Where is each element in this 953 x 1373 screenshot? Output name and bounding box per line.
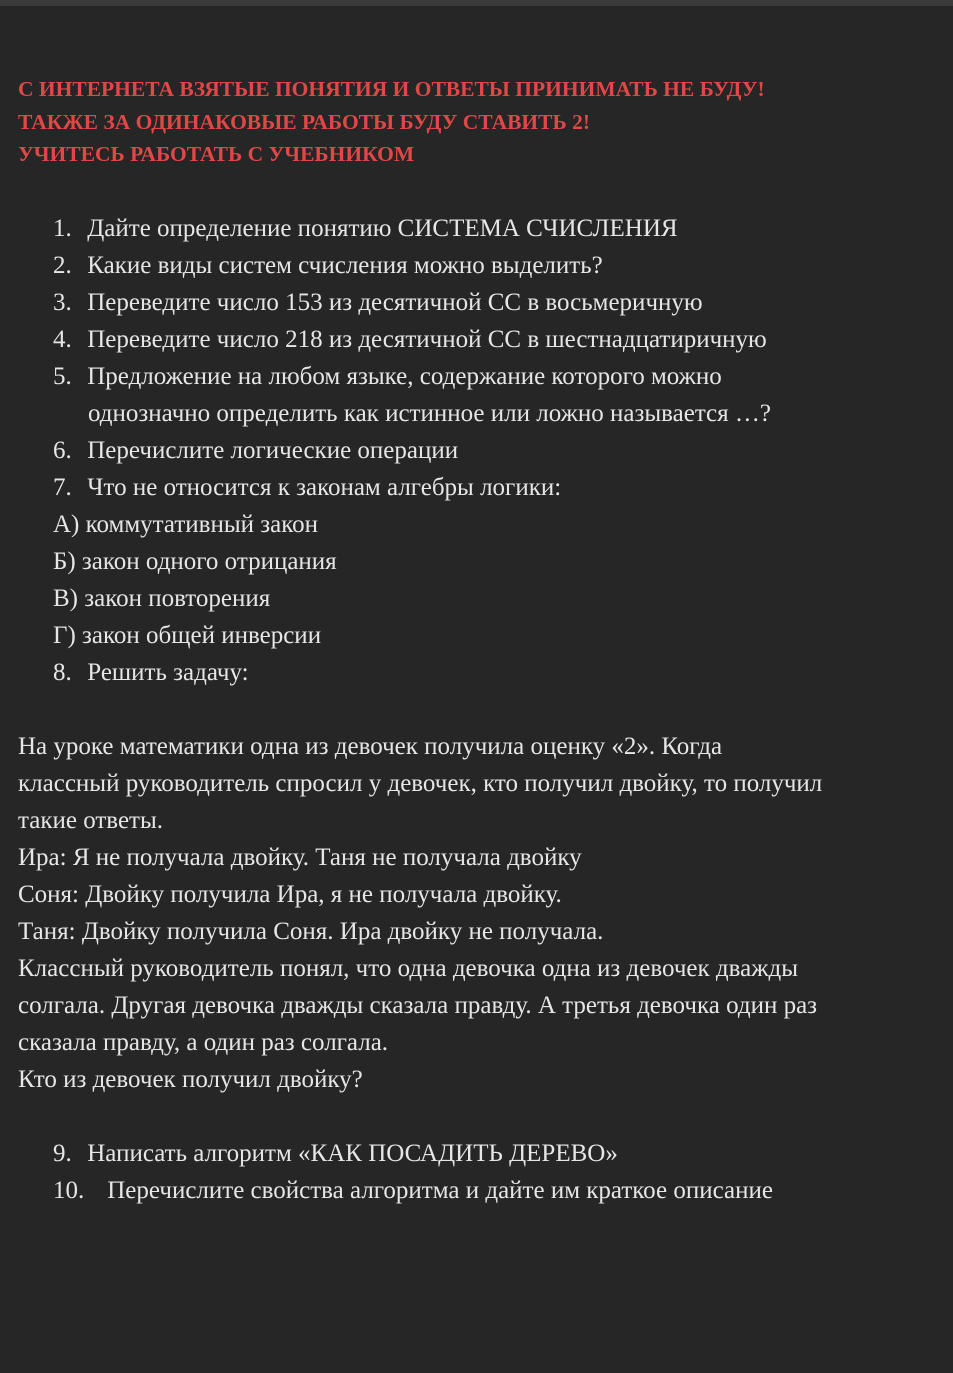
question-text: Какие виды систем счисления можно выделить? — [87, 251, 603, 279]
question-text: Перечислите свойства алгоритма и дайте им краткое описание — [107, 1176, 773, 1204]
question-5-continuation: однозначно определить как истинное или ложно называется …? — [88, 399, 771, 427]
question-text: Переведите число 218 из десятичной СС в шестнадцатиричную — [87, 325, 767, 353]
question-text: Предложение на любом языке, содержание которого можно — [87, 362, 722, 390]
top-bar — [0, 0, 953, 6]
option-b: Б) закон одного отрицания — [53, 547, 337, 575]
question-number: 6. — [53, 436, 72, 464]
question-number: 2. — [53, 251, 72, 279]
question-list — [18, 210, 938, 691]
question-text: Написать алгоритм «КАК ПОСАДИТЬ ДЕРЕВО» — [87, 1139, 618, 1167]
question-6 — [18, 432, 938, 469]
question-text: Перечислите логические операции — [87, 436, 459, 464]
problem-line: сказала правду, а один раз солгала. — [18, 1028, 389, 1056]
question-number: 9. — [53, 1139, 72, 1167]
question-2 — [18, 247, 938, 284]
question-number: 8. — [53, 658, 72, 686]
final-questions — [18, 1135, 938, 1209]
warning-line-1: С ИНТЕРНЕТА ВЗЯТЫЕ ПОНЯТИЯ И ОТВЕТЫ ПРИНИМАТЬ НЕ БУДУ! — [18, 77, 765, 101]
problem-line: такие ответы. — [18, 806, 164, 834]
problem-line: Кто из девочек получил двойку? — [18, 1065, 363, 1093]
question-number: 5. — [53, 362, 72, 390]
question-3 — [18, 284, 938, 321]
question-9 — [18, 1135, 938, 1172]
problem-line: классный руководитель спросил у девочек, кто получил двойку, то получил — [18, 769, 823, 797]
question-7 — [18, 469, 938, 506]
problem-line: Ира: Я не получала двойку. Таня не получала двойку — [18, 843, 582, 871]
problem-line: солгала. Другая девочка дважды сказала правду. А третья девочка один раз — [18, 991, 818, 1019]
question-number: 3. — [53, 288, 72, 316]
question-5 — [18, 358, 938, 395]
question-text: Что не относится к законам алгебры логики: — [87, 473, 562, 501]
option-d: Г) закон общей инверсии — [53, 621, 322, 649]
question-number: 10. — [53, 1176, 85, 1204]
warning-block — [18, 73, 938, 171]
question-text: Решить задачу: — [87, 658, 249, 686]
warning-line-3: УЧИТЕСЬ РАБОТАТЬ С УЧЕБНИКОМ — [18, 142, 415, 166]
problem-text — [18, 728, 938, 1098]
question-number: 4. — [53, 325, 72, 353]
question-number: 1. — [53, 214, 72, 242]
question-text: Дайте определение понятию СИСТЕМА СЧИСЛЕНИЯ — [87, 214, 678, 242]
question-text: Переведите число 153 из десятичной СС в восьмеричную — [87, 288, 703, 316]
question-10 — [18, 1172, 938, 1209]
problem-line: Таня: Двойку получила Соня. Ира двойку не получала. — [18, 917, 604, 945]
problem-line: Соня: Двойку получила Ира, я не получала двойку. — [18, 880, 562, 908]
question-number: 7. — [53, 473, 72, 501]
problem-line: На уроке математики одна из девочек получила оценку «2». Когда — [18, 732, 723, 760]
problem-line: Классный руководитель понял, что одна девочка одна из девочек дважды — [18, 954, 798, 982]
question-8 — [18, 654, 938, 691]
warning-line-2: ТАКЖЕ ЗА ОДИНАКОВЫЕ РАБОТЫ БУДУ СТАВИТЬ 2! — [18, 109, 590, 134]
question-1 — [18, 210, 938, 247]
document-page — [18, 73, 938, 1209]
option-c: В) закон повторения — [53, 584, 271, 612]
option-a: А) коммутативный закон — [53, 510, 318, 538]
question-4 — [18, 321, 938, 358]
